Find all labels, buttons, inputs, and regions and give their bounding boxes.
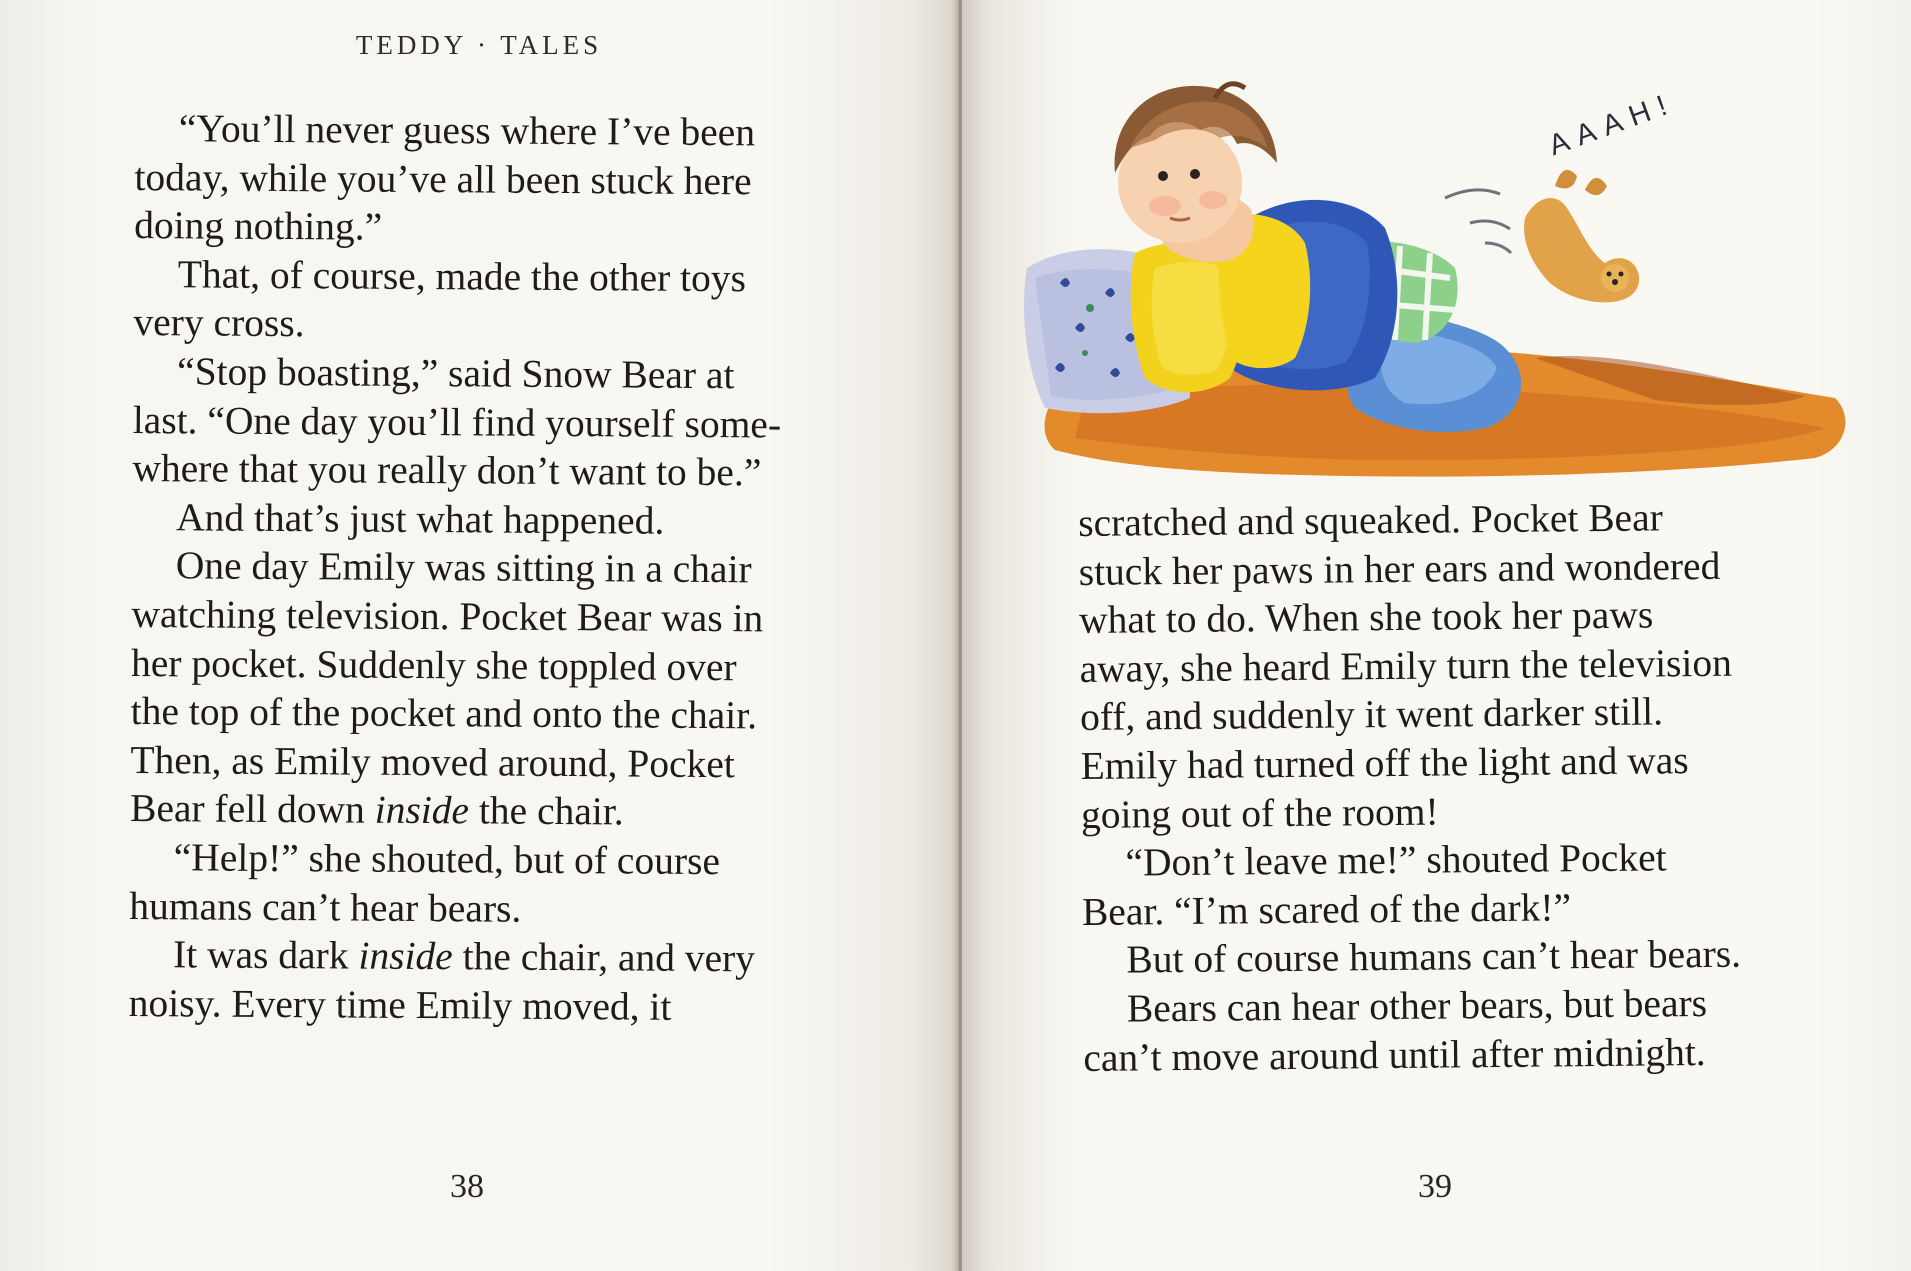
text-line: off, and suddenly it went darker still. bbox=[1079, 689, 1664, 740]
girl-lying-with-bear-illustration bbox=[1015, 78, 1865, 478]
page-number-left: 38 bbox=[450, 1168, 484, 1205]
emphasis: inside bbox=[374, 788, 470, 833]
aaah-exclamation: AAAH! bbox=[1544, 86, 1680, 163]
text-line: But of course humans can’t hear bears. bbox=[1126, 932, 1742, 982]
text-line: “You’ll never guess where I’ve been bbox=[178, 106, 756, 155]
text-line: humans can’t hear bears. bbox=[129, 883, 522, 931]
text-line: the top of the pocket and onto the chair. bbox=[130, 689, 758, 738]
text-line: can’t move around until after midnight. bbox=[1083, 1029, 1706, 1080]
text-line: stuck her paws in her ears and wondered bbox=[1078, 543, 1721, 594]
text-line: what to do. When she took her paws bbox=[1078, 592, 1654, 643]
text-line: Bear fell down inside the chair. bbox=[129, 786, 624, 834]
text-line: going out of the room! bbox=[1080, 789, 1439, 837]
text-line: “Don’t leave me!” shouted Pocket bbox=[1125, 835, 1667, 885]
text-line: It was dark inside the chair, and very bbox=[172, 932, 756, 981]
text-line: Bears can hear other bears, but bears bbox=[1126, 980, 1708, 1031]
text-line: Then, as Emily moved around, Pocket bbox=[130, 737, 736, 786]
text-line: And that’s just what happened. bbox=[175, 495, 665, 543]
text-line: very cross. bbox=[133, 300, 305, 346]
running-head: TEDDY · TALES bbox=[355, 30, 603, 60]
teddy-bear-icon bbox=[1524, 170, 1639, 302]
text-line: watching television. Pocket Bear was in bbox=[131, 591, 764, 641]
emphasis: inside bbox=[358, 933, 453, 979]
text-line: doing nothing.” bbox=[134, 203, 383, 249]
left-page-text bbox=[129, 104, 784, 1032]
right-page-text bbox=[1078, 493, 1742, 1082]
text-line: That, of course, made the other toys bbox=[177, 252, 747, 301]
text-line: noisy. Every time Emily moved, it bbox=[128, 980, 672, 1029]
text-line: where that you really don’t want to be.” bbox=[132, 446, 762, 495]
text-line: today, while you’ve all been stuck here bbox=[134, 154, 752, 203]
text-line: away, she heard Emily turn the television bbox=[1079, 640, 1733, 691]
text-line: “Help!” she shouted, but of course bbox=[173, 835, 721, 884]
text-line: scratched and squeaked. Pocket Bear bbox=[1078, 495, 1663, 545]
text-line: her pocket. Suddenly she toppled over bbox=[130, 640, 737, 689]
text-line: “Stop boasting,” said Snow Bear at bbox=[176, 349, 735, 398]
text-line: Bear. “I’m scared of the dark!” bbox=[1081, 885, 1572, 934]
text-line: Emily had turned off the light and was bbox=[1080, 738, 1689, 788]
text-line: last. “One day you’ll find yourself some- bbox=[132, 397, 782, 447]
page-number-right: 39 bbox=[1418, 1168, 1452, 1205]
text-line: One day Emily was sitting in a chair bbox=[175, 543, 752, 592]
